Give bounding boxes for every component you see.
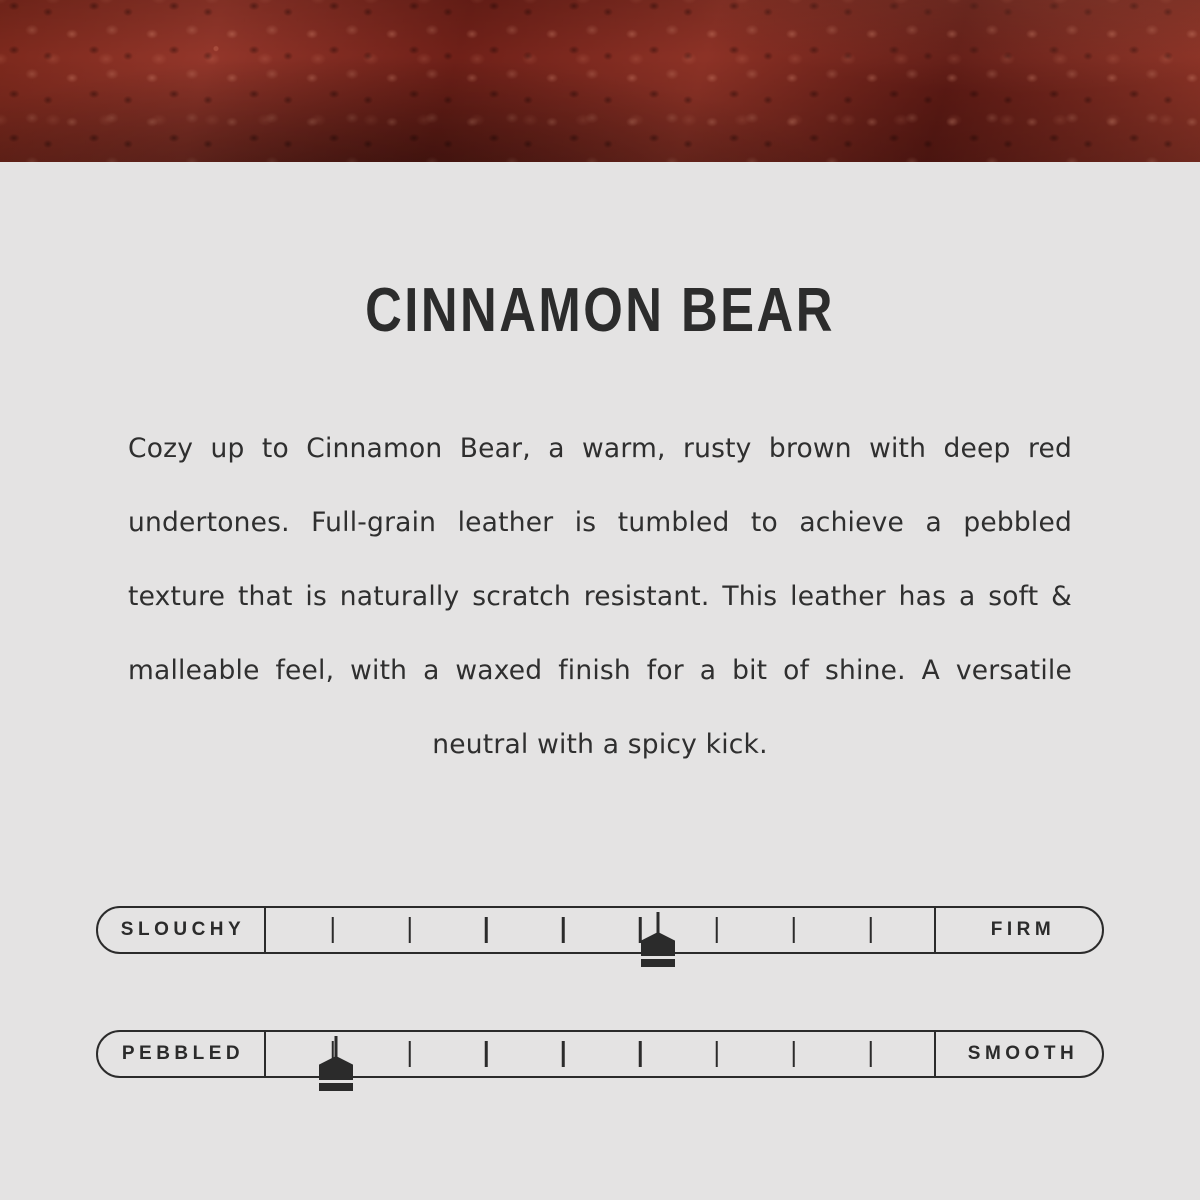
- slider-tick: [716, 1041, 719, 1067]
- description-text: Cozy up to Cinnamon Bear, a warm, rusty brown with deep red undertones. Full-grain leather is tumbled to achieve a pebbled texture that is naturally scratch resistant. This leather has a soft & malleable feel, with a waxed finish for a bit of shine. A versatile neutral with a spicy kick.: [128, 433, 1072, 760]
- marker-base: [319, 1083, 353, 1091]
- slider-right-label: FIRM: [934, 906, 1104, 954]
- slider-tick: [869, 1041, 872, 1067]
- leather-texture-image: [0, 0, 1200, 162]
- slider-tick: [716, 917, 719, 943]
- info-panel: [0, 162, 1200, 1200]
- slider-tick: [562, 917, 565, 943]
- slider-texture[interactable]: [96, 1030, 1104, 1078]
- slider-tick: [562, 1041, 565, 1067]
- slider-left-label: SLOUCHY: [96, 906, 266, 954]
- slider-tick: [332, 917, 335, 943]
- marker-pointer-icon: [641, 932, 675, 956]
- slider-tick: [639, 1041, 642, 1067]
- leather-shading-overlay: [0, 0, 1200, 162]
- slider-ticks: [266, 1030, 934, 1078]
- slider-tick: [408, 917, 411, 943]
- slider-firmness[interactable]: [96, 906, 1104, 954]
- slider-marker-texture[interactable]: [317, 1036, 355, 1102]
- slider-tick: [792, 917, 795, 943]
- slider-tick: [408, 1041, 411, 1067]
- marker-base: [641, 959, 675, 967]
- page-title: CINNAMON BEAR: [365, 276, 835, 345]
- slider-tick: [485, 1041, 488, 1067]
- slider-tick: [485, 917, 488, 943]
- slider-ticks: [266, 906, 934, 954]
- slider-tick: [792, 1041, 795, 1067]
- slider-right-label: SMOOTH: [934, 1030, 1104, 1078]
- slider-left-label: PEBBLED: [96, 1030, 266, 1078]
- slider-tick: [869, 917, 872, 943]
- marker-pointer-icon: [319, 1056, 353, 1080]
- slider-marker-firmness[interactable]: [639, 912, 677, 978]
